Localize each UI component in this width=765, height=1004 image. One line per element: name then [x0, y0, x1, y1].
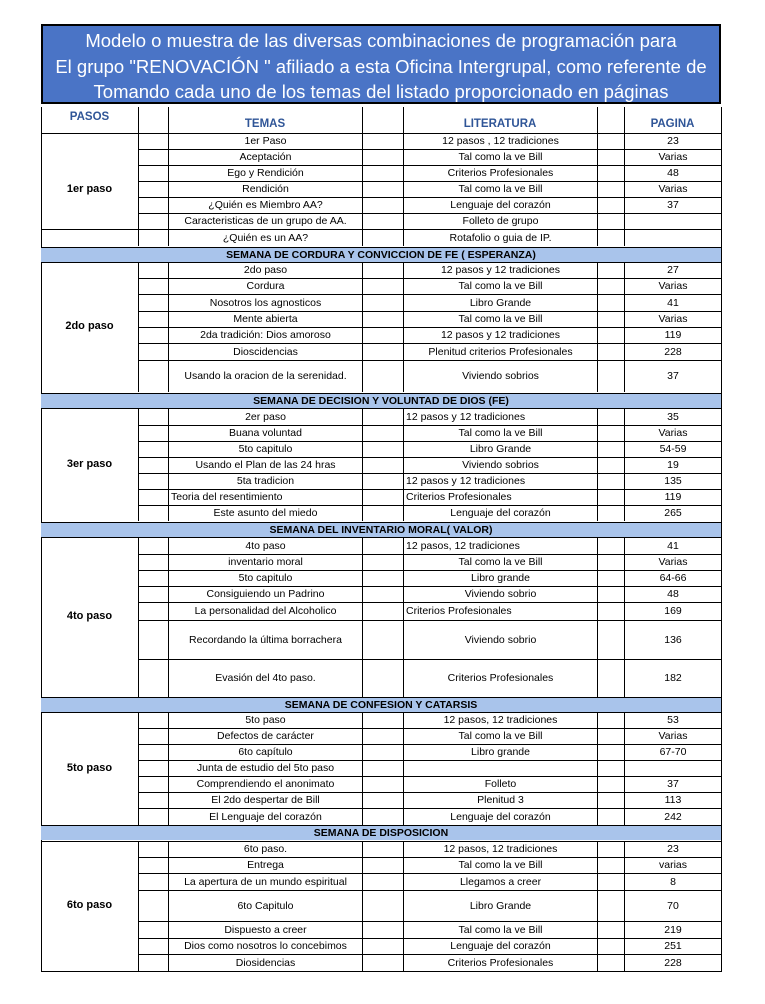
pagina-cell: 35 — [667, 410, 679, 423]
pagina-cell: 48 — [667, 167, 679, 179]
section-top-line — [41, 262, 722, 263]
literatura-cell: 12 pasos, 12 tradiciones — [406, 539, 520, 552]
pagina-cell: 23 — [667, 135, 679, 147]
pagina-cell: 53 — [667, 714, 679, 726]
pagina-cell: 251 — [664, 940, 682, 952]
tema-cell: 5to paso — [245, 714, 286, 726]
tema-cell: Mente abierta — [233, 313, 298, 325]
column-divider — [597, 841, 598, 971]
table-border-bottom — [41, 971, 722, 972]
pagina-cell: 41 — [667, 296, 679, 309]
tema-cell: Este asunto del miedo — [213, 507, 318, 519]
pagina-cell: 48 — [667, 588, 679, 600]
tema-cell: Buana voluntad — [229, 427, 302, 439]
tema-cell: 4to paso — [245, 539, 286, 552]
literatura-cell: Tal como la ve Bill — [458, 183, 543, 195]
literatura-cell: Lenguaje del corazón — [450, 199, 551, 211]
tema-cell: Dios como nosotros lo concebimos — [184, 940, 347, 952]
tema-cell: 5to capitulo — [238, 443, 293, 455]
literatura-cell: 12 pasos y 12 tradiciones — [440, 264, 561, 276]
literatura-cell: Tal como la ve Bill — [458, 313, 543, 325]
pagina-cell: 119 — [664, 491, 682, 503]
pagina-cell: 265 — [664, 507, 682, 519]
literatura-cell: Llegamos a creer — [459, 875, 542, 888]
section-top-line — [41, 712, 722, 713]
literatura-cell: 12 pasos y 12 tradiciones — [440, 329, 561, 341]
pagina-cell: Varias — [658, 183, 688, 195]
literatura-cell: Tal como la ve Bill — [458, 556, 543, 568]
column-divider — [362, 537, 363, 697]
pagina-cell: Varias — [658, 730, 688, 742]
literatura-cell: Plenitud 3 — [477, 794, 524, 806]
tema-cell: Entrega — [247, 859, 284, 871]
pagina-cell: 242 — [664, 810, 682, 823]
literatura-cell: Folleto — [484, 778, 517, 790]
literatura-cell: Criterios Profesionales — [447, 956, 554, 969]
tema-cell: Consiguiendo un Padrino — [206, 588, 325, 600]
tema-cell: Comprendiendo el anonimato — [196, 778, 335, 790]
week-band: SEMANA DEL INVENTARIO MORAL( VALOR) — [41, 522, 721, 537]
row-divider — [138, 659, 722, 660]
literatura-cell: Tal como la ve Bill — [458, 859, 543, 871]
tema-cell: El Lenguaje del corazón — [209, 810, 322, 823]
tema-cell: 5to capitulo — [238, 572, 293, 584]
pagina-cell: 19 — [667, 459, 679, 471]
tema-cell: Cordura — [246, 280, 285, 292]
column-divider — [138, 537, 139, 697]
tema-cell: 2er paso — [245, 410, 286, 423]
column-header-pasos: PASOS — [69, 111, 110, 123]
tema-cell: Rendición — [242, 183, 289, 195]
row-divider — [138, 602, 722, 603]
header-column-divider — [138, 107, 139, 133]
literatura-cell: Libro grande — [471, 746, 530, 758]
tema-cell: Teoria del resentimiento — [171, 491, 283, 503]
section-top-line — [41, 537, 722, 538]
pagina-cell: Varias — [658, 280, 688, 292]
header-line-3: Tomando cada uno de los temas del listado proporcionado en páginas — [93, 81, 669, 102]
pagina-cell: 54-59 — [659, 443, 687, 455]
pagina-cell: 70 — [667, 899, 679, 912]
pagina-cell: Varias — [658, 427, 688, 439]
literatura-cell: Libro Grande — [469, 443, 532, 455]
pagina-cell: 64-66 — [659, 572, 687, 584]
tema-cell: inventario moral — [228, 556, 303, 568]
header-column-divider — [597, 107, 598, 133]
tema-cell: ¿Quién es un AA? — [222, 231, 309, 244]
week-band: SEMANA DE CORDURA Y CONVICCION DE FE ( ESPERANZA) — [41, 247, 721, 262]
column-divider — [362, 841, 363, 971]
tema-cell: La apertura de un mundo espiritual — [184, 875, 347, 888]
literatura-cell: Lenguaje del corazón — [450, 507, 551, 519]
paso-label: 2do paso — [65, 320, 114, 332]
pagina-cell: 23 — [667, 843, 679, 855]
literatura-cell: Viviendo sobrios — [462, 370, 539, 382]
column-header-temas: TEMAS — [244, 118, 286, 130]
section-top-line — [41, 133, 722, 134]
literatura-cell: Lenguaje del corazón — [450, 940, 551, 952]
pagina-cell: 182 — [664, 672, 682, 684]
pagina-cell: Varias — [658, 151, 688, 163]
pagina-cell: 41 — [667, 539, 679, 552]
literatura-cell: Criterios Profesionales — [447, 672, 554, 684]
tema-cell: Dioscidencias — [233, 345, 298, 358]
header-line-2: El grupo "RENOVACIÓN " afiliado a esta Oficina Intergrupal, como referente de — [55, 55, 707, 77]
tema-cell: La personalidad del Alcoholico — [194, 605, 337, 617]
literatura-cell: Tal como la ve Bill — [458, 730, 543, 742]
pagina-cell: 169 — [664, 605, 682, 617]
tema-cell: Ego y Rendición — [227, 167, 304, 179]
pagina-cell: 135 — [664, 475, 682, 487]
tema-cell: Usando la oracion de la serenidad. — [184, 370, 347, 382]
pagina-cell: 228 — [664, 956, 682, 969]
pagina-cell: 119 — [664, 329, 682, 341]
column-header-pagina: PAGINA — [650, 118, 695, 130]
column-divider — [597, 537, 598, 697]
literatura-cell: 12 pasos y 12 tradiciones — [406, 410, 526, 423]
tema-cell: 2do paso — [243, 264, 288, 276]
pagina-cell: 37 — [667, 778, 679, 790]
literatura-cell: Rotafolio o guia de IP. — [449, 231, 552, 244]
column-header-literatura: LITERATURA — [463, 118, 537, 130]
week-band: SEMANA DE DISPOSICION — [41, 825, 721, 840]
week-band: SEMANA DE CONFESION Y CATARSIS — [41, 697, 721, 712]
tema-cell: 6to capítulo — [238, 746, 293, 758]
literatura-cell: 12 pasos, 12 tradiciones — [443, 714, 558, 726]
paso-label: 3er paso — [66, 457, 113, 470]
tema-cell: 2da tradición: Dios amoroso — [200, 329, 331, 341]
literatura-cell: Lenguaje del corazón — [450, 810, 551, 823]
tema-cell: Defectos de carácter — [217, 730, 314, 742]
column-divider — [138, 841, 139, 971]
row-divider — [138, 620, 722, 621]
literatura-cell: 12 pasos , 12 tradiciones — [442, 135, 559, 147]
pagina-cell: 219 — [664, 923, 682, 936]
paso-label: 6to paso — [66, 899, 113, 911]
pagina-cell: 27 — [667, 264, 679, 276]
tema-cell: El 2do despertar de Bill — [211, 794, 320, 806]
header-column-divider — [624, 107, 625, 133]
literatura-cell: Viviendo sobrio — [464, 633, 537, 646]
literatura-cell: 12 pasos y 12 tradiciones — [406, 475, 526, 487]
tema-cell: Recordando la última borrachera — [189, 633, 342, 646]
literatura-cell: Libro grande — [471, 572, 530, 584]
literatura-cell: Tal como la ve Bill — [458, 151, 543, 163]
row-divider — [41, 229, 138, 230]
pagina-cell: 113 — [664, 794, 682, 806]
literatura-cell: Plenitud criterios Profesionales — [428, 345, 573, 358]
pagina-cell: 8 — [670, 875, 676, 888]
paso-label: 1er paso — [66, 182, 113, 195]
tema-cell: Dispuesto a creer — [224, 923, 307, 936]
paso-label: 4to paso — [66, 610, 113, 622]
header-column-divider — [362, 107, 363, 133]
tema-cell: Junta de estudio del 5to paso — [196, 762, 335, 774]
tema-cell: Nosotros los agnosticos — [209, 296, 322, 309]
row-divider — [138, 360, 722, 361]
tema-cell: 5ta tradicion — [236, 475, 295, 487]
section-top-line — [41, 408, 722, 409]
tema-cell: Aceptación — [239, 151, 292, 163]
section-top-line — [41, 841, 722, 842]
tema-cell: 1er Paso — [244, 135, 287, 147]
paso-label: 5to paso — [66, 761, 113, 774]
pagina-cell: varias — [658, 859, 687, 871]
pagina-cell: 228 — [664, 345, 682, 358]
literatura-cell: Libro Grande — [469, 296, 532, 309]
literatura-cell: Criterios Profesionales — [447, 167, 554, 179]
tema-cell: 6to Capitulo — [237, 899, 294, 912]
literatura-cell: Folleto de grupo — [462, 215, 539, 227]
header-column-divider — [403, 107, 404, 133]
literatura-cell: Criterios Profesionales — [406, 491, 512, 503]
literatura-cell: Viviendo sobrio — [464, 588, 537, 600]
pagina-cell: 37 — [667, 370, 679, 382]
tema-cell: Usando el Plan de las 24 hras — [195, 459, 336, 471]
header-column-divider — [168, 107, 169, 133]
header-line-1: Modelo o muestra de las diversas combinaciones de programación para — [85, 30, 677, 51]
row-divider — [138, 890, 722, 891]
pagina-cell: 67-70 — [659, 746, 687, 758]
literatura-cell: Viviendo sobrios — [462, 459, 539, 471]
tema-cell: ¿Quién es Miembro AA? — [208, 199, 323, 211]
pagina-cell: 136 — [664, 633, 682, 646]
pagina-cell: Varias — [658, 556, 688, 568]
tema-cell: Evasión del 4to paso. — [215, 672, 316, 684]
literatura-cell: 12 pasos, 12 tradiciones — [443, 843, 558, 855]
literatura-cell: Tal como la ve Bill — [458, 923, 543, 936]
week-band: SEMANA DE DECISION Y VOLUNTAD DE DIOS (FE) — [41, 393, 721, 408]
tema-cell: Caracteristicas de un grupo de AA. — [184, 215, 347, 227]
pagina-cell: 37 — [667, 199, 679, 211]
pagina-cell: Varias — [658, 313, 688, 325]
literatura-cell: Criterios Profesionales — [406, 605, 512, 617]
tema-cell: 6to paso. — [243, 843, 288, 855]
tema-cell: Diosidencias — [235, 956, 296, 969]
literatura-cell: Tal como la ve Bill — [458, 427, 543, 439]
literatura-cell: Tal como la ve Bill — [458, 280, 543, 292]
literatura-cell: Libro Grande — [469, 899, 532, 912]
